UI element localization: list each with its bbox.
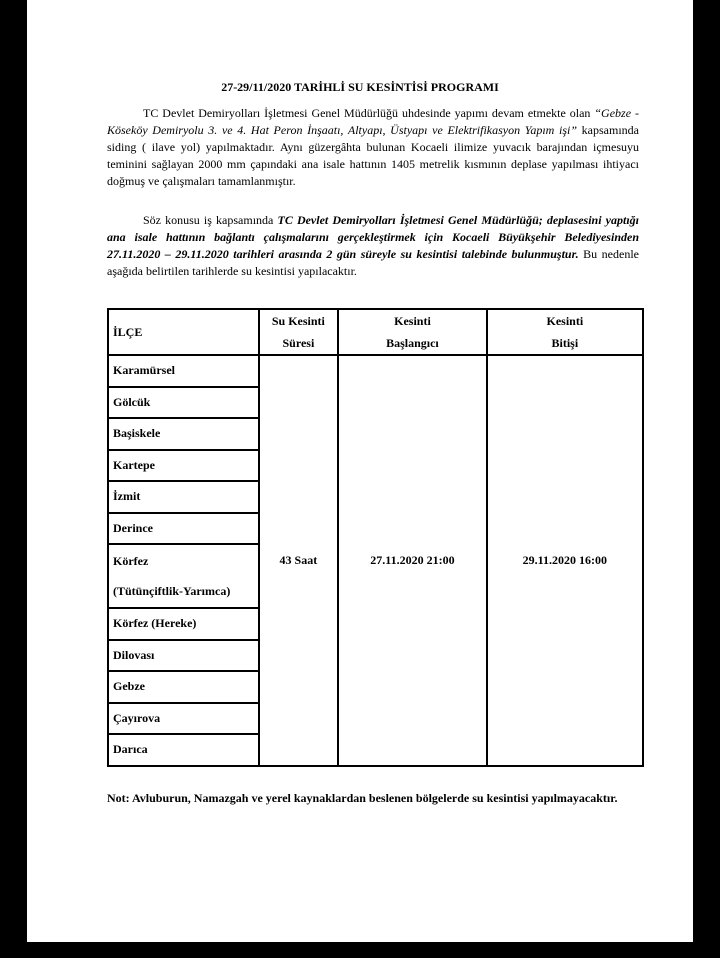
district-cell: Başiskele (108, 418, 259, 450)
district-cell: Derince (108, 513, 259, 545)
header-duration: Su Kesinti Süresi (259, 309, 339, 355)
request-statement: TC Devlet Demiryolları İşletmesi Genel Müdürlüğü; deplasesini yaptığı ana isale hattının bağlantı çalışmalarını gerçekleştirmek için Kocaeli Büyükşehir Belediyesinden 27.11.2020 – 29.11.2020 tarihleri arasında 2 gün süreyle su kesintisi talebinde bulunmuştur. (107, 213, 639, 261)
paragraph-request (107, 212, 639, 280)
header-end: Kesinti Bitişi (487, 309, 643, 355)
header-ilce: İLÇE (108, 309, 259, 355)
header-start: Kesinti Başlangıcı (338, 309, 486, 355)
paragraph-intro-text-b: kapsamında siding ( ilave yol) yapılmaktadır. Aynı güzergâhta bulunan Kocaeli ilimize yuvacık barajından içmesuyu teminini sağlayan 2000 mm çapındaki ana isale hattının 1405 metrelik kısmının deplase yapılması ihtiyacı doğmuş ve çalışmaları tamamlanmıştır. (107, 123, 639, 188)
district-cell: Darıca (108, 734, 259, 766)
table-row (108, 355, 643, 387)
district-cell: Gebze (108, 671, 259, 703)
document-title: 27-29/11/2020 TARİHLİ SU KESİNTİSİ PROGRAMI (221, 80, 499, 94)
outage-table (107, 308, 644, 767)
duration-cell: 43 Saat (259, 355, 339, 766)
district-cell: Gölcük (108, 387, 259, 419)
district-cell: Çayırova (108, 703, 259, 735)
district-cell: Dilovası (108, 640, 259, 672)
district-cell: İzmit (108, 481, 259, 513)
paragraph-intro (107, 105, 639, 190)
district-cell: Körfez (Hereke) (108, 608, 259, 640)
paragraph-intro-text-a: TC Devlet Demiryolları İşletmesi Genel Müdürlüğü uhdesinde yapımı devam etmekte olan (143, 106, 595, 120)
table-header-row (108, 309, 643, 355)
end-cell: 29.11.2020 16:00 (487, 355, 643, 766)
paragraph-request-text-b: Bu nedenle aşağıda belirtilen tarihlerde su kesintisi yapılacaktır. (107, 247, 639, 278)
document-page (27, 0, 693, 942)
district-cell: Kartepe (108, 450, 259, 482)
district-cell: Karamürsel (108, 355, 259, 387)
footnote: Not: Avluburun, Namazgah ve yerel kaynaklardan beslenen bölgelerde su kesintisi yapılmayacaktır. (107, 791, 618, 805)
project-name: “Gebze - Köseköy Demiryolu 3. ve 4. Hat Peron İnşaatı, Altyapı, Üstyapı ve Elektrifikasyon Yapım işi” (107, 106, 639, 137)
start-cell: 27.11.2020 21:00 (338, 355, 486, 766)
paragraph-request-text-a: Söz konusu iş kapsamında (143, 213, 278, 227)
district-cell: Körfez (Tütünçiftlik-Yarımca) (108, 544, 259, 608)
